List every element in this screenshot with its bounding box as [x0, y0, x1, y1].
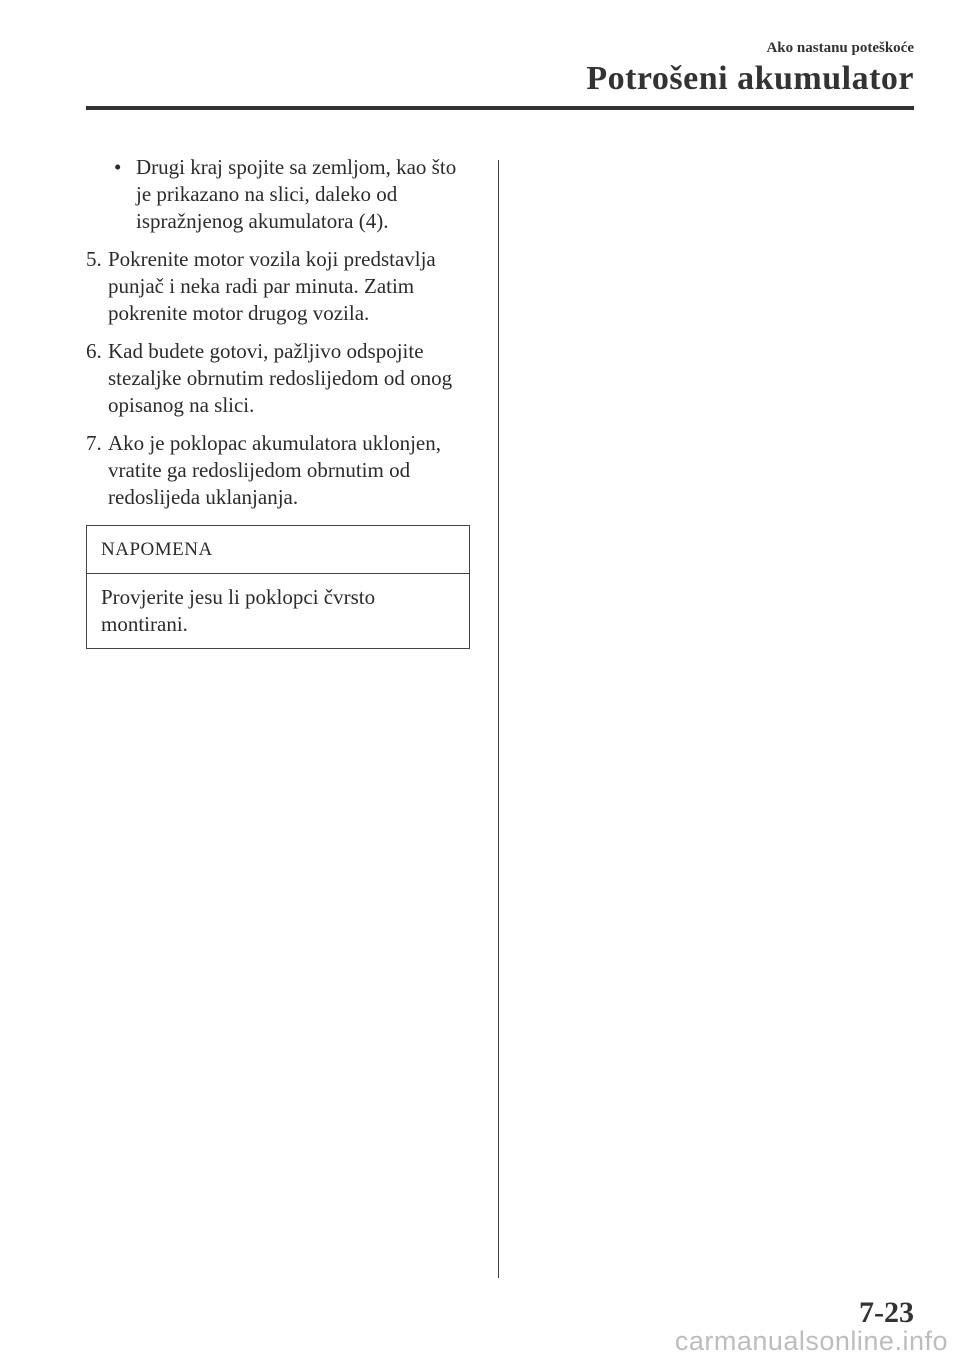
- note-text: Provjerite jesu li poklopci čvrsto montirani.: [101, 585, 376, 636]
- step-number: 7.: [86, 431, 102, 455]
- header-rule: [86, 106, 914, 110]
- step-number: 6.: [86, 339, 102, 363]
- step-item: [86, 246, 469, 327]
- bullet-item: [86, 154, 469, 235]
- column-divider: [498, 160, 499, 1278]
- step-text: Pokrenite motor vozila koji predstavlja punjač i neka radi par minuta. Zatim pokrenite motor drugog vozila.: [108, 247, 436, 325]
- bullet-text: Drugi kraj spojite sa zemljom, kao što je prikazano na slici, daleko od ispražnjenog akumulatora (4).: [136, 155, 457, 233]
- note-heading: NAPOMENA: [87, 526, 469, 574]
- section-name: Ako nastanu poteškoće: [766, 40, 914, 56]
- watermark: carmanualsonline.info: [674, 1326, 948, 1356]
- note-box: [86, 525, 470, 649]
- step-text: Kad budete gotovi, pažljivo odspojite stezaljke obrnutim redoslijedom od onog opisanog na slici.: [108, 339, 453, 417]
- step-item: [86, 430, 469, 511]
- step-text: Ako je poklopac akumulatora uklonjen, vratite ga redoslijedom obrnutim od redoslijeda uklanjanja.: [108, 431, 441, 509]
- bullet-glyph: •: [114, 155, 122, 179]
- page-title: Potrošeni akumulator: [586, 60, 914, 97]
- step-item: [86, 338, 469, 419]
- step-number: 5.: [86, 247, 102, 271]
- page-number: 7-23: [859, 1296, 914, 1329]
- left-column: [86, 154, 469, 649]
